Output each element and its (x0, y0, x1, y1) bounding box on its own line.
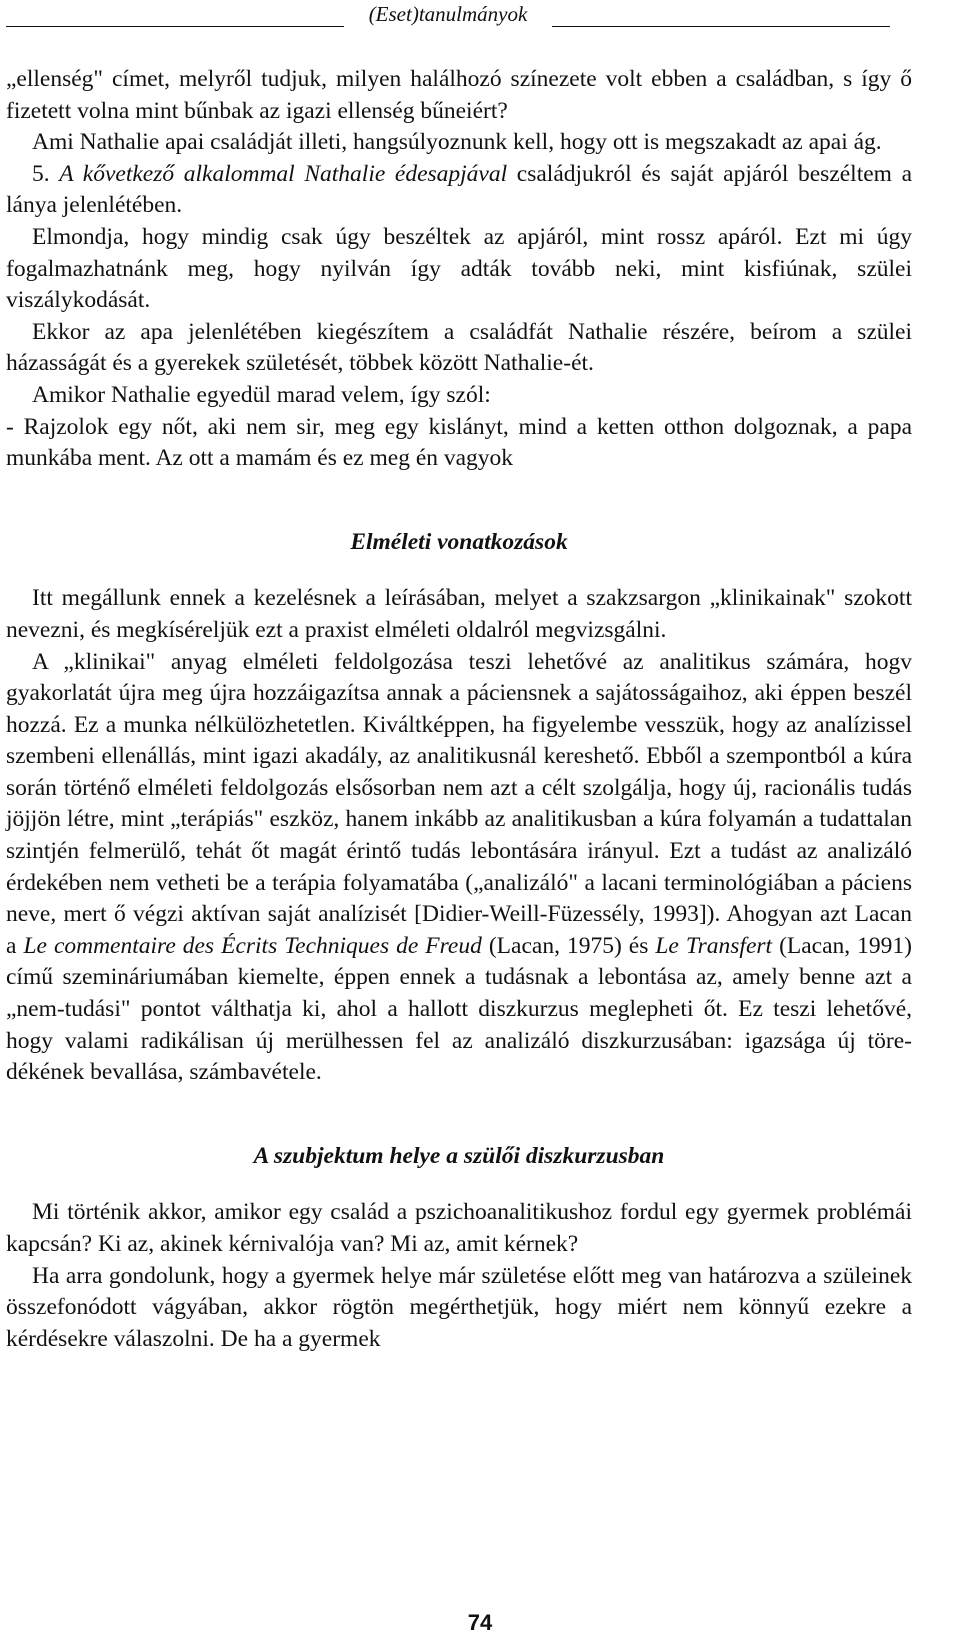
italic-phrase: A kővetkező alkalommal Nathalie édesapjával (59, 160, 508, 187)
spacer (6, 558, 912, 583)
body-text (6, 64, 912, 1355)
spacer (6, 1172, 912, 1197)
paragraph-case-3-rest: családjukról és saját apjáról beszéltem a lánya jelenlétében. (6, 160, 913, 219)
page-number: 74 (467, 1610, 493, 1635)
section-heading-subject: A szubjektum helye a szülői diszkurzusban (253, 1142, 665, 1169)
paragraph-case-6: Amikor Nathalie egyedül marad velem, így szól: (32, 381, 491, 408)
paragraph-subject-1: Mi történik akkor, amikor egy család a pszichoanalitikushoz fordul egy gyermek problémái kapcsán? Ki az, akinek kérnivalója van? Mi az, amit kérnek? (6, 1199, 912, 1257)
paragraph-case-2: Ami Nathalie apai családját illeti, hangsúlyoznunk kell, hogy ott is megszakadt az apai ág. (32, 129, 882, 156)
list-number: 5. (32, 160, 60, 187)
running-header (0, 2, 960, 32)
spacer (6, 1089, 912, 1141)
book-title-1: Le commentaire des Écrits Techniques de Freud (23, 932, 482, 959)
paragraph-case-3 (6, 159, 912, 222)
paragraph-case-1: „ellenség" címet, melyről tudjuk, milyen halálhozó színezete volt ebben a családban, s így ő fizetett volna mint bűnbak az igazi ellenség bűneiért? (6, 66, 912, 124)
paragraph-theory-2-part-b: (Lacan, 1975) és (481, 932, 656, 959)
paragraph-theory-2 (6, 647, 912, 1089)
spacer (6, 475, 912, 527)
paragraph-subject-2: Ha arra gondolunk, hogy a gyermek helye már születése előtt meg van határozva a szüleinek összefonódott vágyában, akkor rögtön megérthetjük, hogy miért nem könnyű ezekre a kérdésekre válaszolni. De ha a gyermek (6, 1262, 912, 1352)
paragraph-theory-2-part-c: (Lacan, 1991) című szemináriumában kiemelte, éppen ennek a tudásnak a lebontása az, amely benne azt a „nem-tudási" pontot válthatja ki, ahol a hallott diszkurzus meglepheti őt. Ez teszi lehetővé, hogy valami radikálisan új merülhessen fel az analizáló diszkurzusában: igazsága új töredékének bevallása, számbavétele. (6, 932, 912, 1086)
paragraph-case-4: Elmondja, hogy mindig csak úgy beszéltek az apjáról, mint rossz apáról. Ezt mi úgy fogalmazhatnánk meg, hogy nyilván így adták tovább neki, mint kisfiúnak, szülei viszálykodását. (6, 223, 912, 314)
running-title: (Eset)tanulmányok (368, 2, 528, 26)
header-rule-left (6, 26, 344, 27)
paragraph-case-7: - Rajzolok egy nőt, aki nem sir, meg egy kislányt, mind a ketten otthon dolgoznak, a papa munkába ment. Az ott a mamám és ez meg én vagyok (6, 413, 912, 472)
paragraph-case-5: Ekkor az apa jelenlétében kiegészítem a családfát Nathalie részére, beírom a szülei házasságát és a gyerekek születését, többek között Nathalie-ét. (6, 318, 912, 377)
book-title-2: Le Transfert (655, 932, 773, 959)
paragraph-theory-1: Itt megállunk ennek a kezelésnek a leírásában, melyet a szakzsargon „klinikainak" szokott nevezni, és megkíséreljük ezt a praxist elméleti oldalról megvizsgálni. (6, 585, 912, 643)
paragraph-theory-2-part-a: A „klinikai" anyag elméleti feldolgozása teszi lehetővé az analitikus számára, hogv gyakorlatát újra meg újra hozzáigazítsa annak a páciensnek a sajátosságaihoz, aki éppen beszél hozzá. Ez a munka nélkülözhetetlen. Kiváltképpen, ha figyelembe vesszük, hogy az analízissel szembeni ellenállás, mint igazi akadály, az analitikusnál kereshető. Ebből a szempontból a kúra során történő elméleti feldolgozás elsősorban nem azt a célt szolgálja, hogy új, racionális tudás jöjjön létre, mint „terápiás" eszköz, hanem inkább az analitikusban a kúra folyamán a tudattalan szintjén felmerülő, tehát őt magát érintő tudás lebontására irányul. Ezt a tudást az analizáló érdekében nem vetheti be a terápia folyamatába („analizáló" a lacani terminológiában a páciens neve, mert ő végzi aktívan saját analízisét [Didier-Weill-Füzessély, 1993]). Ahogyan azt Lacan a (6, 648, 912, 959)
header-rule-right (552, 26, 890, 27)
section-heading-theory: Elméleti vonatkozások (350, 528, 568, 555)
